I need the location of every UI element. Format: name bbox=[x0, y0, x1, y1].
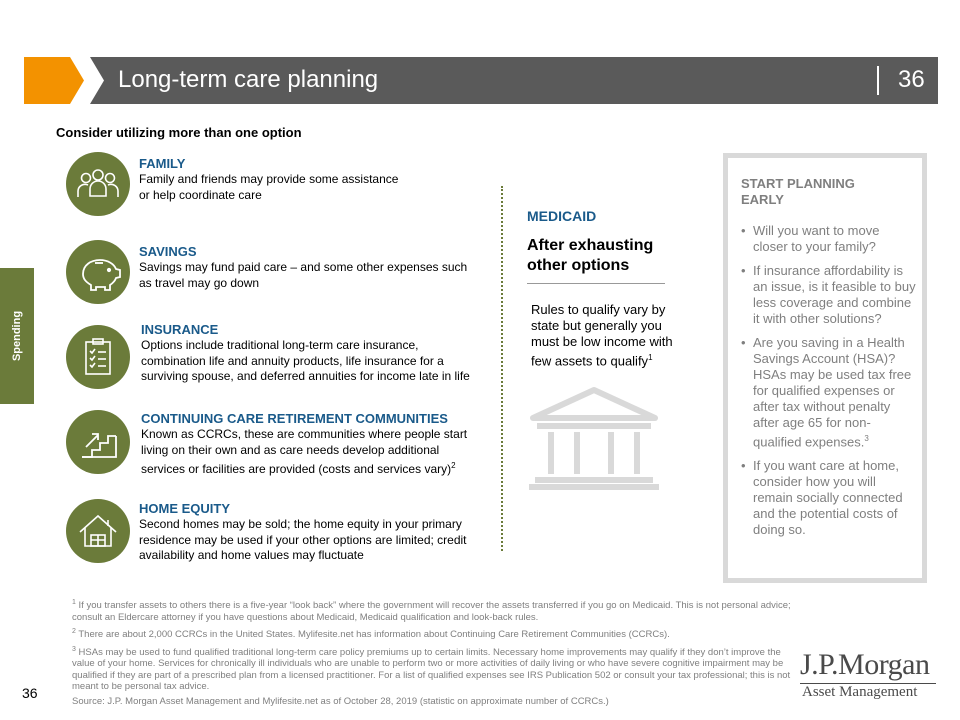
list-item: • If you want care at home, consider how you will remain socially connected and the potential costs of doing so. bbox=[737, 458, 917, 538]
section-subtitle: Consider utilizing more than one option bbox=[56, 125, 302, 140]
footnotes bbox=[72, 597, 794, 710]
house-icon bbox=[66, 499, 130, 563]
piggy-bank-icon bbox=[66, 240, 130, 304]
option-text-savings: Savings may fund paid care – and some other expenses such as travel may go down bbox=[139, 260, 468, 290]
medicaid-text: Rules to qualify vary by state but generally you must be low income with few assets to qualify$^1$ bbox=[531, 302, 673, 369]
option-title-insurance: INSURANCE bbox=[141, 322, 219, 337]
dotted-divider bbox=[501, 186, 503, 551]
option-text-home-equity: Second homes may be sold; the home equity in your primary residence may be used if your other options are limited; credit availability and home values may fluctuate bbox=[139, 517, 467, 562]
option-title-home-equity: HOME EQUITY bbox=[139, 501, 231, 516]
option-title-ccrc: CONTINUING CARE RETIREMENT COMMUNITIES bbox=[141, 411, 448, 426]
header-divider bbox=[877, 66, 879, 95]
source-note: Source: J.P. Morgan Asset Management and Mylifesite.net as of October 28, 2019 (statistic on approximate number of CCRCs.) bbox=[72, 695, 609, 707]
logo-asset-management: Asset Management bbox=[802, 684, 918, 700]
option-text-insurance: Options include traditional long-term care insurance, combination life and annuity products, life insurance for a surviving spouse, and deferred annuities for income late in life bbox=[141, 338, 470, 383]
option-text-family: Family and friends may provide some assistance or help coordinate care bbox=[139, 172, 399, 202]
page-number: 36 bbox=[22, 685, 38, 701]
checklist-icon bbox=[66, 325, 130, 389]
list-item: • Are you saving in a Health Savings Account (HSA)? HSAs may be used tax free for qualified expenses or after tax without penalty after age 65 for non-qualified expenses.$^3$ bbox=[737, 335, 917, 450]
list-item: • If insurance affordability is an issue, is it feasible to buy less coverage and combine it with other solutions? bbox=[737, 263, 917, 327]
section-tab-spending[interactable] bbox=[0, 268, 34, 404]
option-text-ccrc: Known as CCRCs, these are communities where people start living on their own and as care needs develop additional services or facilities are provided (costs and services vary)$^2$ bbox=[141, 427, 468, 476]
medicaid-heading: After exhausting other options bbox=[527, 237, 654, 274]
footnote-ref: 3 bbox=[864, 434, 869, 443]
medicaid-rule bbox=[527, 283, 665, 284]
footnote-1: $^1$ If you transfer assets to others there is a five-year “look back” where the government will recover the assets transferred if you go on Medicaid. This is not personal advice; consult an Eldercare attorney if you have questions about Medicaid, Medicaid qualification and look-back rules. bbox=[72, 599, 791, 623]
government-building-icon bbox=[527, 386, 661, 490]
medicaid-title: MEDICAID bbox=[527, 208, 597, 224]
header-chevron-icon bbox=[24, 57, 84, 104]
stairs-icon bbox=[66, 410, 130, 474]
start-planning-list bbox=[737, 223, 917, 546]
logo-jpmorgan: J.P.Morgan bbox=[800, 648, 930, 681]
footnote-2: $^2$ There are about 2,000 CCRCs in the United States. Mylifesite.net has information about Continuing Care Retirement Communities (CCRCs). bbox=[72, 628, 670, 641]
section-tab-label: Spending bbox=[11, 310, 23, 362]
header-page-number: 36 bbox=[898, 66, 925, 93]
page-title: Long-term care planning bbox=[118, 66, 379, 93]
start-planning-title: START PLANNING EARLY bbox=[741, 176, 855, 207]
option-title-savings: SAVINGS bbox=[139, 244, 197, 259]
option-title-family: FAMILY bbox=[139, 156, 186, 171]
footnote-3: $^3$ HSAs may be used to fund qualified traditional long-term care policy premiums up to certain limits. Necessary home improvements may qualify if they don’t improve the value of your home. Services for chronically ill individuals who are unable to perform two or more activities of daily living or who have severe cognitive impairment may be qualified if they are part of a prescribed plan from a licensed practitioner. For a list of qualified expenses see IRS Publication 502 or consult your tax professional; this is not meant to be personal tax advice. bbox=[72, 645, 791, 693]
family-icon bbox=[66, 152, 130, 216]
list-item: • Will you want to move closer to your family? bbox=[737, 223, 917, 255]
